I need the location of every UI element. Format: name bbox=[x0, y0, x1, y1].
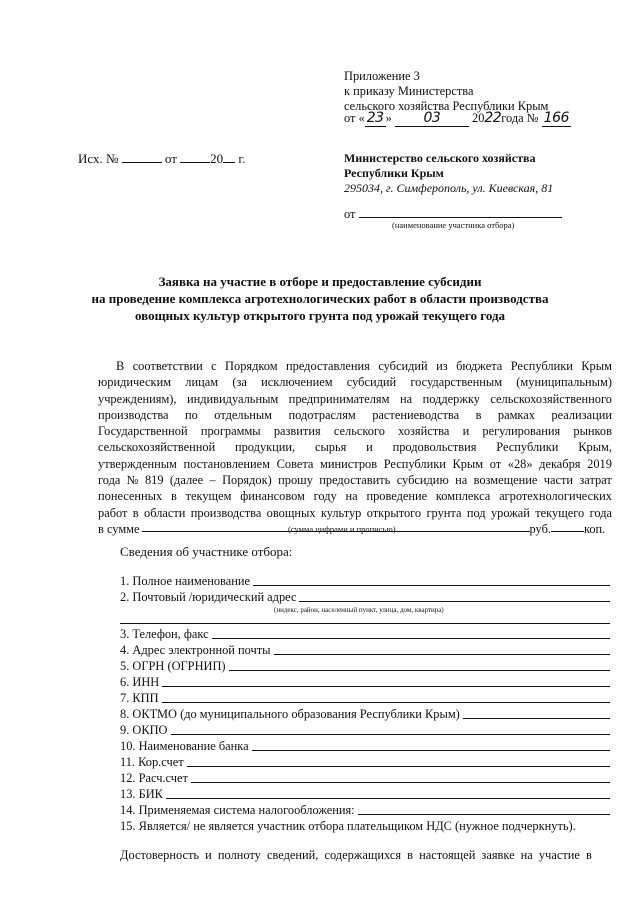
field-line bbox=[162, 676, 610, 687]
field-corr-account bbox=[120, 755, 610, 770]
appendix-line-2: к приказу Министерства bbox=[344, 84, 474, 98]
field-okpo bbox=[120, 723, 610, 738]
field-line bbox=[253, 575, 610, 586]
field-kpp bbox=[120, 691, 610, 706]
outgoing-year-line bbox=[223, 152, 235, 163]
body-line: юридическим лицам (за исключением субсидий государственным (муниципальным) bbox=[98, 375, 612, 390]
field-line bbox=[358, 804, 610, 815]
body-line: понесенных в текущем финансовом году на проведение комплекса агротехнологических bbox=[98, 489, 612, 504]
field-line bbox=[299, 591, 610, 602]
closing-line bbox=[120, 848, 612, 863]
sum-kop: коп. bbox=[583, 521, 606, 536]
outgoing-date-line bbox=[180, 152, 210, 163]
field-line bbox=[252, 740, 610, 751]
field-phone bbox=[120, 627, 610, 642]
title-line-1: Заявка на участие в отборе и предоставление субсидии bbox=[158, 274, 482, 289]
field-line bbox=[187, 756, 610, 767]
field-line bbox=[191, 772, 610, 783]
body-line: сельскохозяйственной продукции, сырья и продовольствия Республики Крым, bbox=[98, 440, 612, 455]
field-bank-name bbox=[120, 739, 610, 754]
field-label: 2. Почтовый /юридический адрес bbox=[120, 590, 297, 604]
outgoing-from: от bbox=[164, 151, 177, 166]
field-email bbox=[120, 643, 610, 658]
outgoing-year: 20 bbox=[210, 151, 224, 166]
recipient-line-1: Министерство сельского хозяйства bbox=[344, 151, 536, 165]
body-line: года № 819 (далее – Порядок) прошу предоставить субсидию на возмещение части затрат bbox=[98, 473, 612, 488]
address-caption: (индекс, район, населенный пункт, улица, дом, квартира) bbox=[274, 606, 444, 614]
field-label: 9. ОКПО bbox=[120, 723, 168, 737]
recipient-from-caption: (наименование участника отбора) bbox=[392, 220, 515, 230]
appendix-number-label: года № bbox=[501, 111, 539, 125]
body-line: В соответствии с Порядком предоставления субсидий из бюджета Республики Крым bbox=[116, 359, 612, 373]
field-label: 10. Наименование банка bbox=[120, 739, 249, 753]
body-line: работ в области производства овощных культур открытого грунта под урожай текущего года bbox=[98, 505, 612, 520]
field-line bbox=[171, 724, 611, 735]
field-label: 14. Применяемая система налогообложения: bbox=[120, 803, 355, 817]
sum-label: в сумме bbox=[98, 521, 140, 536]
recipient-from-line bbox=[359, 207, 562, 218]
field-ogrn bbox=[120, 659, 610, 674]
field-bik bbox=[120, 787, 610, 802]
appendix-date-row bbox=[344, 110, 571, 127]
recipient-line-2: Республики Крым bbox=[344, 166, 444, 180]
address-extra-line bbox=[120, 622, 610, 624]
outgoing-row bbox=[78, 151, 246, 167]
field-full-name bbox=[120, 574, 610, 589]
field-line bbox=[229, 660, 610, 671]
field-label: 12. Расч.счет bbox=[120, 771, 188, 785]
field-label: 15. Является/ не является участник отбора плательщиком НДС (нужное подчеркнуть). bbox=[120, 819, 576, 833]
appendix-day-close: » bbox=[385, 111, 392, 125]
field-vat-payer bbox=[120, 819, 610, 834]
appendix-year-suffix: 22 bbox=[484, 110, 502, 126]
appendix-date-prefix: от « bbox=[344, 111, 365, 125]
field-inn bbox=[120, 675, 610, 690]
body-line: производства по отдельным подотраслям растениеводства в рамках реализации bbox=[98, 407, 612, 422]
field-label: 6. ИНН bbox=[120, 675, 160, 689]
sum-rub: руб. bbox=[529, 521, 551, 536]
appendix-line-1: Приложение 3 bbox=[344, 69, 420, 83]
field-line bbox=[162, 692, 610, 703]
appendix-line-3: сельского хозяйства Республики Крым bbox=[344, 99, 549, 113]
field-label: 4. Адрес электронной почты bbox=[120, 643, 271, 657]
outgoing-year-suffix: г. bbox=[238, 151, 246, 166]
participant-heading: Сведения об участнике отбора: bbox=[120, 544, 293, 559]
title-line-3: овощных культур открытого грунта под урожай текущего года bbox=[134, 308, 506, 323]
field-address bbox=[120, 590, 610, 605]
field-label: 11. Кор.счет bbox=[120, 755, 184, 769]
body-paragraph bbox=[98, 358, 612, 537]
sum-kop-line bbox=[551, 521, 584, 532]
body-line: учреждениям), индивидуальным предпринимателям на поддержку сельскохозяйственного bbox=[98, 391, 612, 406]
body-line: утвержденным постановлением Совета министров Республики Крым от «28» декабря 2019 bbox=[98, 456, 612, 471]
field-label: 3. Телефон, факс bbox=[120, 627, 209, 641]
field-line bbox=[274, 644, 611, 655]
field-oktmo bbox=[120, 707, 610, 722]
appendix-number: 166 bbox=[543, 110, 569, 126]
appendix-month: 03 bbox=[395, 110, 469, 127]
sum-caption: (сумма цифрами и прописью) bbox=[288, 524, 396, 534]
body-line: Государственной программы развития сельского хозяйства и регулирования рынков bbox=[98, 424, 612, 439]
recipient-from-label: от bbox=[344, 207, 356, 221]
recipient-address: 295034, г. Симферополь, ул. Киевская, 81 bbox=[344, 181, 554, 195]
field-tax-system bbox=[120, 803, 610, 818]
field-settlement-account bbox=[120, 771, 610, 786]
appendix-year-prefix: 20 bbox=[472, 111, 485, 125]
field-line bbox=[212, 628, 610, 639]
field-label: 1. Полное наименование bbox=[120, 574, 251, 588]
field-line bbox=[166, 788, 610, 799]
field-label: 7. КПП bbox=[120, 691, 159, 705]
field-label: 8. ОКТМО (до муниципального образования Республики Крым) bbox=[120, 707, 460, 721]
title-line-2: на проведение комплекса агротехнологических работ в области производства bbox=[91, 291, 549, 306]
field-label: 13. БИК bbox=[120, 787, 163, 801]
field-label: 5. ОГРН (ОГРНИП) bbox=[120, 659, 226, 673]
outgoing-label: Исх. № bbox=[78, 151, 119, 166]
field-line bbox=[463, 708, 610, 719]
outgoing-number-line bbox=[122, 152, 162, 163]
appendix-day: 23 bbox=[366, 110, 384, 126]
closing-text: Достоверность и полноту сведений, содержащихся в настоящей заявке на участие в bbox=[120, 848, 592, 862]
